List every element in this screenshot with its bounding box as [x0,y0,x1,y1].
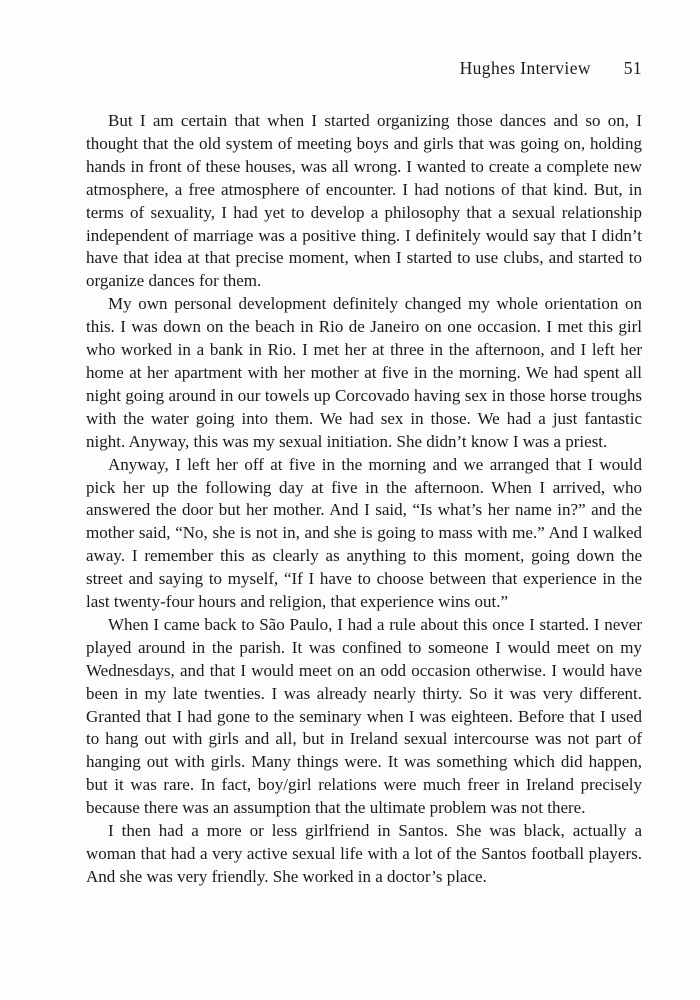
paragraph: When I came back to São Paulo, I had a rule about this once I started. I never played around in the parish. It was confined to someone I would meet on my Wednesdays, and that I would meet on an odd occasion otherwise. I would have been in my late twenties. I was already nearly thirty. So it was very different. Granted that I had gone to the seminary when I was eighteen. Before that I used to hang out with girls and all, but in Ireland sexual intercourse was not part of hanging out with girls. Many things were. It was something which did happen, but it was rare. In fact, boy/girl relations were much freer in Ireland precisely because there was an assumption that the ultimate problem was not there. [86,614,642,818]
page-number: 51 [623,58,642,78]
paragraph: I then had a more or less girlfriend in Santos. She was black, actually a woman that had a very active sexual life with a lot of the Santos football players. And she was very friendly. She worked in a doctor’s place. [86,821,642,886]
running-head [460,58,642,79]
paragraph: But I am certain that when I started organizing those dances and so on, I thought that the old system of meeting boys and girls that was going on, holding hands in front of these houses, was all wrong. I wanted to create a complete new atmosphere, a free atmosphere of encounter. I had notions of that kind. But, in terms of sexuality, I had yet to develop a philosophy that a sexual relationship independent of marriage was a positive thing. I definitely would say that I didn’t have that idea at that precise moment, when I started to use clubs, and started to organize dances for them. [86,111,642,291]
body-text [86,110,642,889]
paragraph: My own personal development definitely changed my whole orientation on this. I was down on the beach in Rio de Janeiro on one occasion. I met this girl who worked in a bank in Rio. I met her at three in the afternoon, and I left her home at her apartment with her mother at five in the morning. We had spent all night going around in our towels up Corcovado having sex in those horse troughs with the water going into them. We had sex in those. We had a just fantastic night. Anyway, this was my sexual initiation. She didn’t know I was a priest. [86,294,642,451]
running-head-title: Hughes Interview [459,58,591,78]
paragraph: Anyway, I left her off at five in the morning and we arranged that I would pick her up the following day at five in the afternoon. When I arrived, who answered the door but her mother. And I said, “Is what’s her name in?” and the mother said, “No, she is not in, and she is going to mass with me.” And I walked away. I remember this as clearly as anything to this moment, going down the street and saying to myself, “If I have to choose between that experience in the last twenty-four hours and religion, that experience wins out.” [86,454,642,612]
